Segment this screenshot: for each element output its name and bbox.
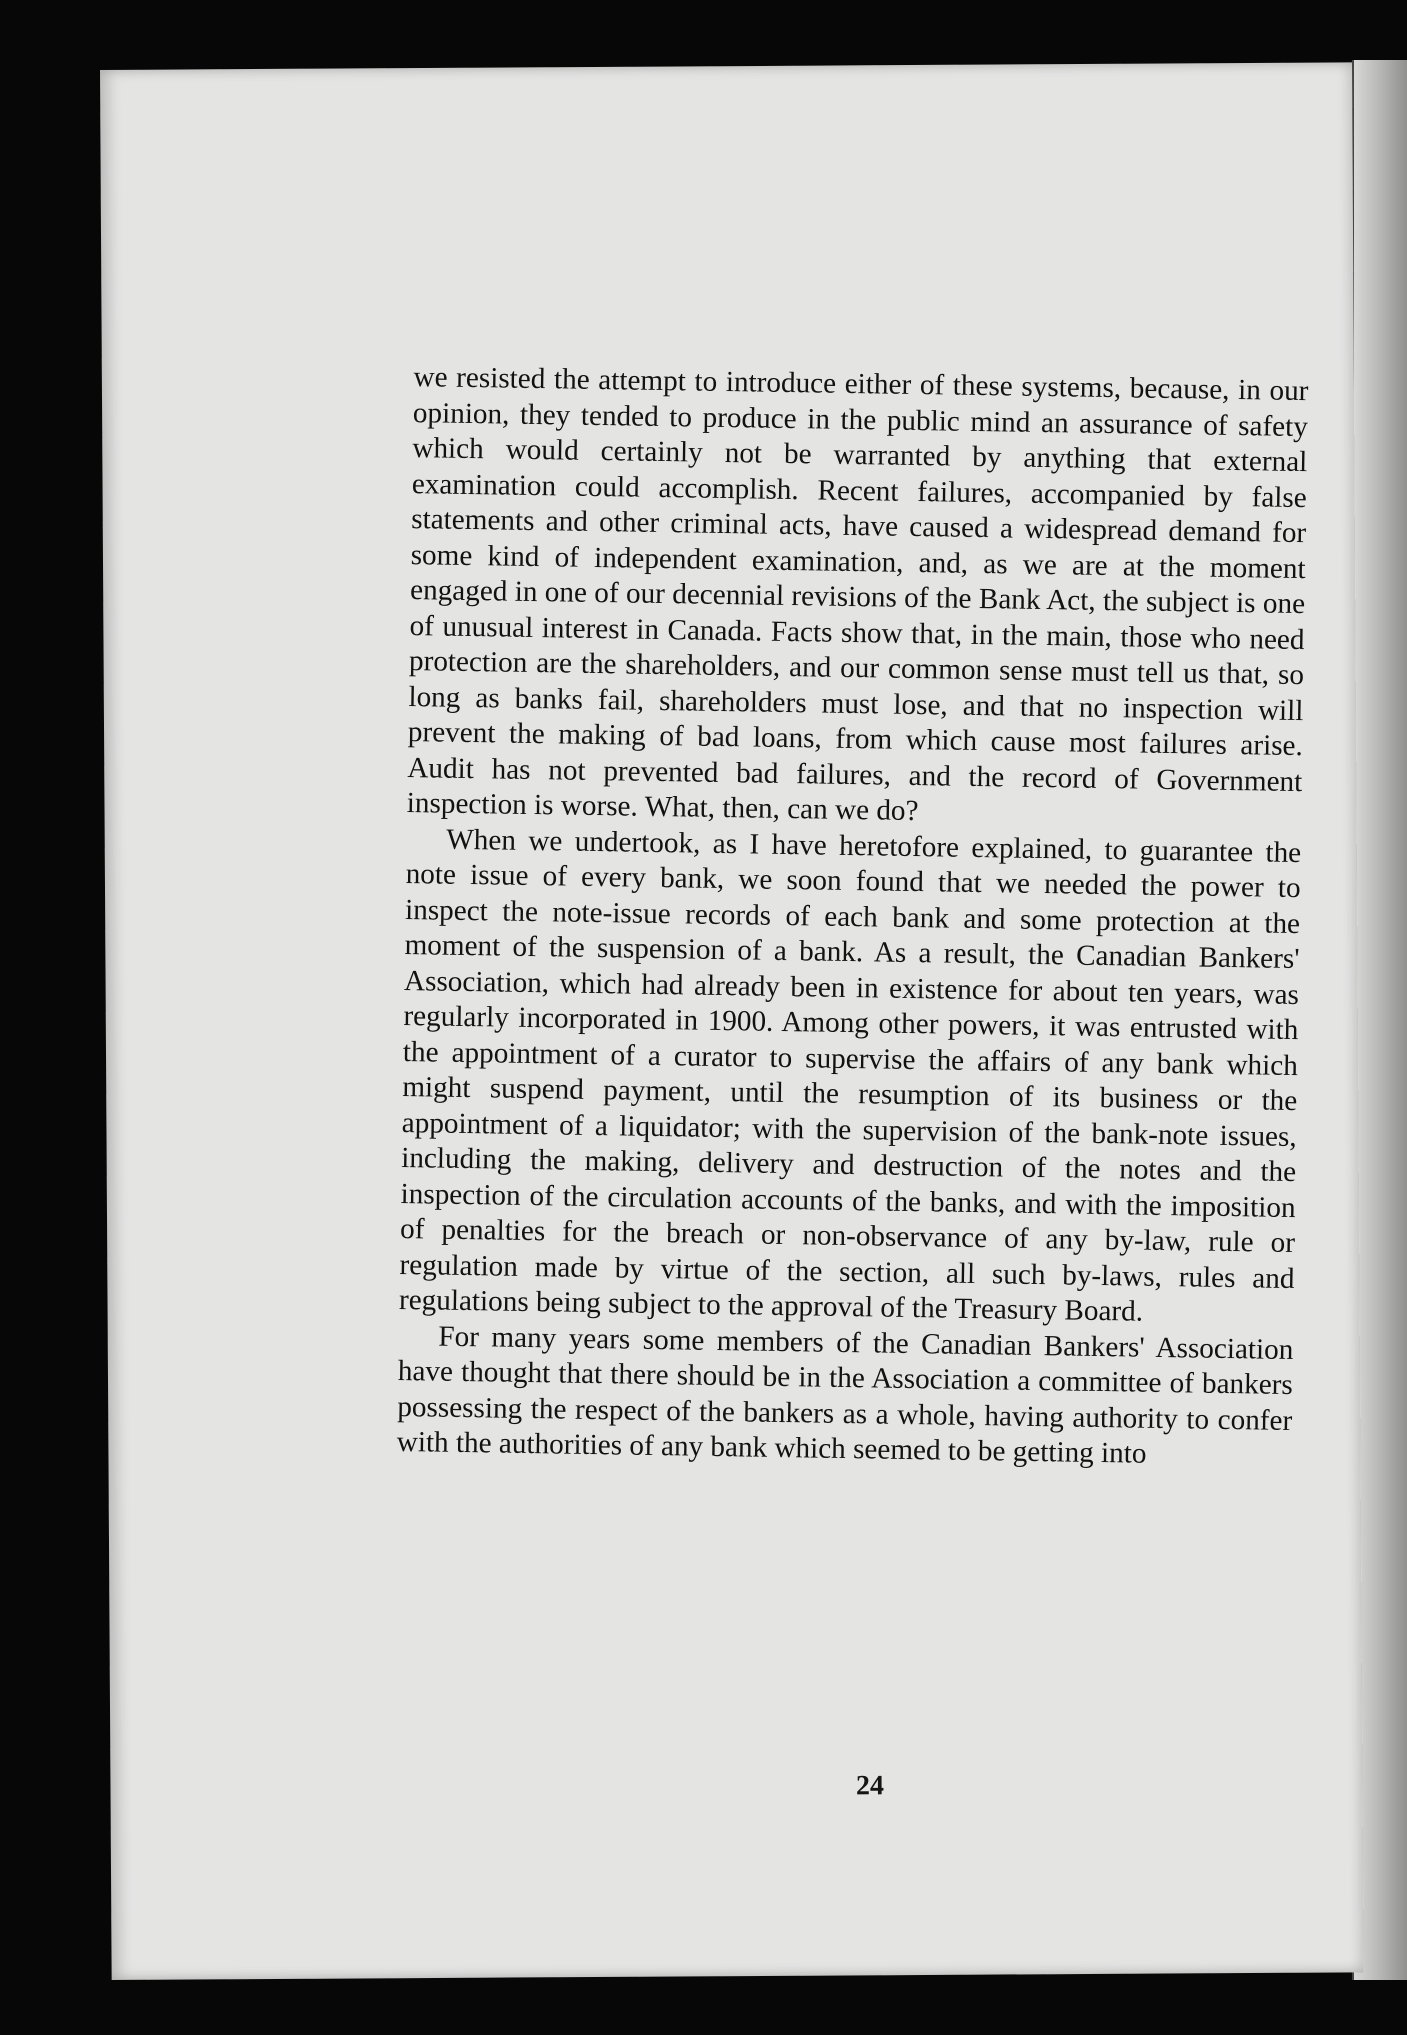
page-number: 24 xyxy=(855,1770,885,1802)
book-page xyxy=(100,62,1364,1980)
paragraph-1: we resisted the attempt to introduce either of these systems, because, in our opinion, they tended to produce in the public mind an assurance of safety which would certainly not be warranted by anything that external examination could accomplish. Recent failures, accompanied by false statements and other criminal acts, have caused a widespread demand for some kind of independent examination, and, as we are at the moment engaged in one of our decennial revisions of the Bank Act, the subject is one of unusual interest in Canada. Facts show that, in the main, those who need protection are the shareholders, and our common sense must tell us that, so long as banks fail, shareholders must lose, and that no inspection will prevent the making of bad loans, from which cause most failures arise. Audit has not prevented bad failures, and the record of Government inspection is worse. What, then, can we do? xyxy=(406,361,1309,828)
paragraph-2: When we undertook, as I have heretofore explained, to guarantee the note issue of every bank, we soon found that we needed the power to inspect the note-issue records of each bank and some protection at the moment of the suspension of a bank. As a result, the Canadian Bankers' Association, which had already been in existence for about ten years, was regularly incorporated in 1900. Among other powers, it was entrusted with the appointment of a curator to supervise the affairs of any bank which might suspend payment, until the resumption of its business or the appointment of a liquidator; with the supervision of the bank-note issues, including the making, delivery and destruction of the notes and the inspection of the circulation accounts of the banks, and with the imposition of penalties for the breach or non-observance of any by-law, rule or regulation made by virtue of the section, all such by-laws, rules and regulations being subject to the approval of the Treasury Board. xyxy=(398,823,1302,1328)
body-text xyxy=(396,360,1308,1474)
paragraph-3: For many years some members of the Canadian Bankers' Association have thought that there should be in the Association a committee of bankers possessing the respect of the bankers as a whole, having authority to confer with the authorities of any bank which seemed to be getting into xyxy=(396,1320,1294,1470)
